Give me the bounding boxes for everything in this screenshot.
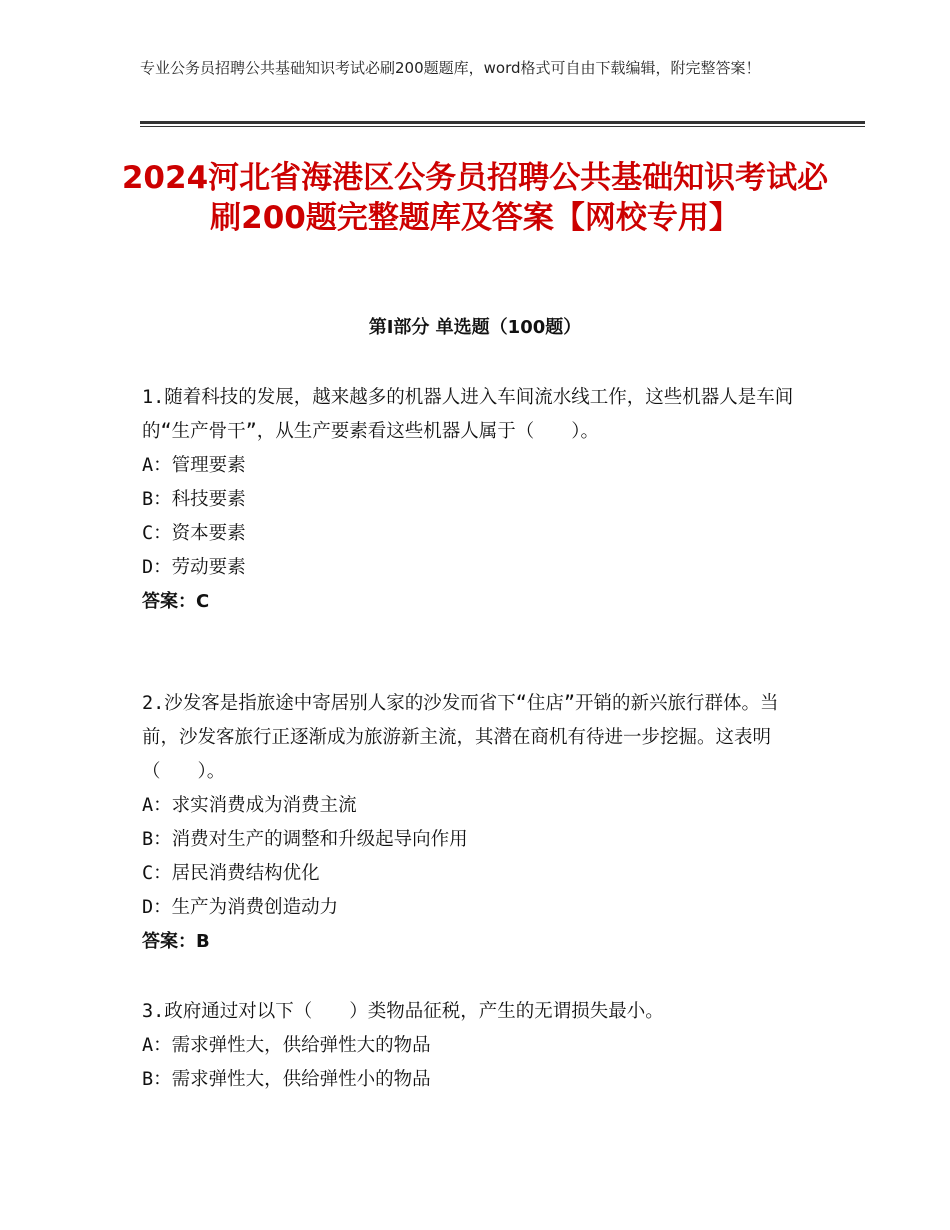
option-c: C：居民消费结构优化	[142, 863, 320, 884]
header-rule-thin	[140, 126, 865, 127]
question-stem: 1.随着科技的发展，越来越多的机器人进入车间流水线工作，这些机器人是车间的“生产骨干”，从生产要素看这些机器人属于（ ）。	[142, 387, 794, 442]
question-2	[142, 687, 812, 959]
option-d: D：生产为消费创造动力	[142, 897, 339, 918]
question-3	[142, 995, 812, 1097]
question-stem: 3.政府通过对以下（ ）类物品征税，产生的无谓损失最小。	[142, 1001, 664, 1022]
option-a: A：需求弹性大，供给弹性大的物品	[142, 1035, 431, 1056]
option-d: D：劳动要素	[142, 557, 246, 578]
option-b: B：科技要素	[142, 489, 246, 510]
option-b: B：消费对生产的调整和升级起导向作用	[142, 829, 468, 850]
document-title: 2024河北省海港区公务员招聘公共基础知识考试必刷200题完整题库及答案【网校专用】	[121, 160, 829, 236]
question-1	[142, 381, 812, 619]
option-b: B：需求弹性大，供给弹性小的物品	[142, 1069, 431, 1090]
answer-line: 答案：B	[142, 931, 210, 952]
answer-line: 答案：C	[142, 591, 210, 612]
section-heading: 第Ⅰ部分 单选题（100题）	[368, 317, 582, 338]
question-stem: 2.沙发客是指旅途中寄居别人家的沙发而省下“住店”开销的新兴旅行群体。当前，沙发客旅行正逐渐成为旅游新主流，其潜在商机有待进一步挖掘。这表明（ ）。	[142, 693, 779, 782]
header-rule-thick	[140, 121, 865, 124]
header-note: 专业公务员招聘公共基础知识考试必刷200题题库，word格式可自由下载编辑，附完整答案！	[140, 59, 761, 77]
option-a: A：求实消费成为消费主流	[142, 795, 357, 816]
option-c: C：资本要素	[142, 523, 246, 544]
option-a: A：管理要素	[142, 455, 246, 476]
